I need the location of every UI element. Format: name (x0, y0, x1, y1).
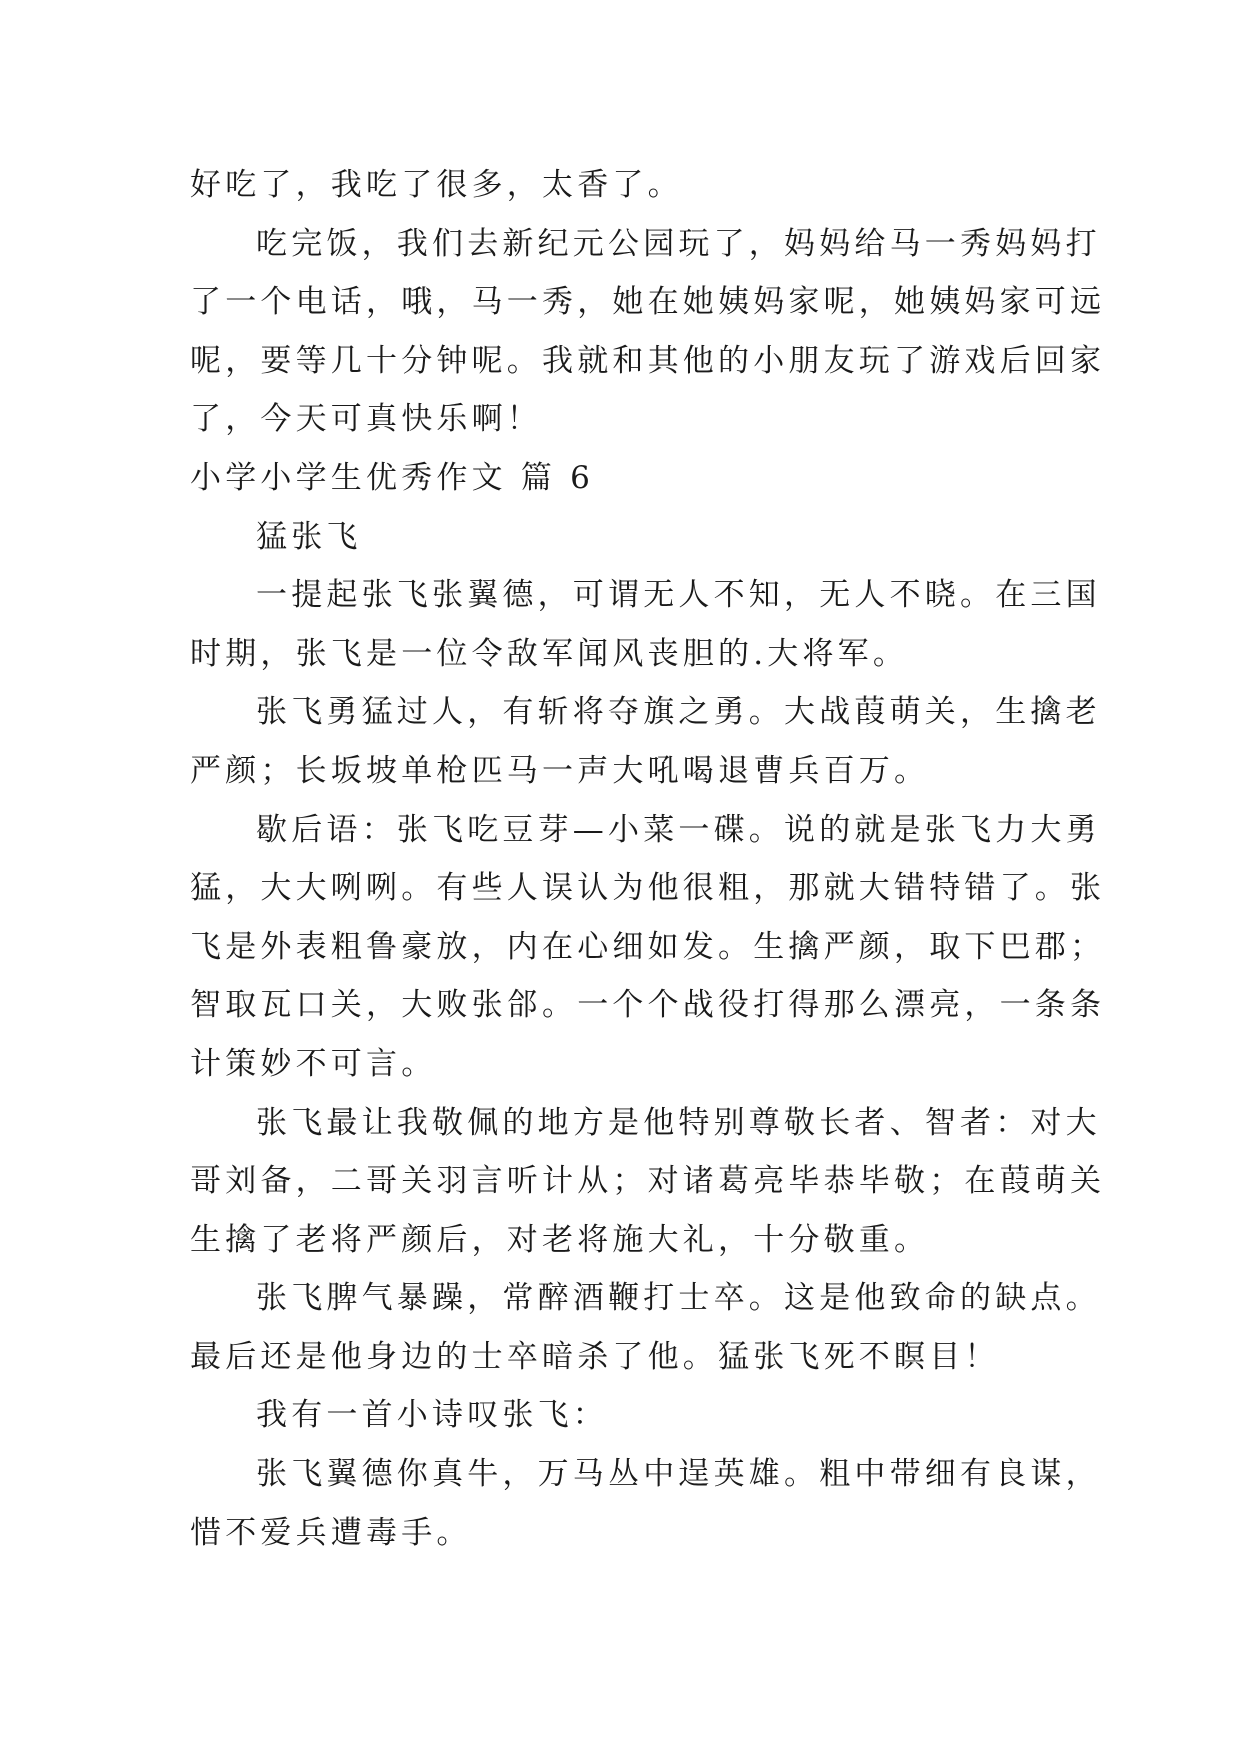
poem-line: 惜不爱兵遭毒手。 (190, 1514, 472, 1551)
essay-title: 猛张飞 (256, 518, 362, 555)
text-line: 吃完饭，我们去新纪元公园玩了，妈妈给马一秀妈妈打 (256, 225, 1101, 262)
text-line: 智取瓦口关，大败张郃。一个个战役打得那么漂亮，一条条 (190, 987, 1106, 1024)
text-line: 飞是外表粗鲁豪放，内在心细如发。生擒严颜，取下巴郡； (190, 928, 1106, 965)
document-body (190, 156, 1106, 1562)
text-line: 了一个电话，哦，马一秀，她在她姨妈家呢，她姨妈家可远 (190, 284, 1106, 321)
text-line: 歇后语：张飞吃豆芽—小菜一碟。说的就是张飞力大勇 (256, 811, 1101, 848)
text-line: 张飞勇猛过人，有斩将夺旗之勇。大战葭萌关，生擒老 (256, 694, 1101, 731)
text-line: 张飞最让我敬佩的地方是他特别尊敬长者、智者：对大 (256, 1104, 1101, 1141)
text-line: 张飞脾气暴躁，常醉酒鞭打士卒。这是他致命的缺点。 (256, 1280, 1101, 1317)
text-line: 一提起张飞张翼德，可谓无人不知，无人不晓。在三国 (256, 577, 1101, 614)
text-line: 生擒了老将严颜后，对老将施大礼，十分敬重。 (190, 1221, 930, 1258)
text-line: 好吃了，我吃了很多，太香了。 (190, 167, 683, 203)
poem-line: 张飞翼德你真牛，万马丛中逞英雄。粗中带细有良谋， (256, 1456, 1101, 1493)
text-line: 哥刘备，二哥关羽言听计从；对诸葛亮毕恭毕敬；在葭萌关 (190, 1163, 1106, 1200)
text-line: 我有一首小诗叹张飞： (256, 1397, 608, 1434)
text-line: 时期，张飞是一位令敌军闻风丧胆的.大将军。 (190, 635, 909, 672)
text-line: 呢，要等几十分钟呢。我就和其他的小朋友玩了游戏后回家 (190, 342, 1106, 379)
text-line: 最后还是他身边的士卒暗杀了他。猛张飞死不瞑目！ (190, 1338, 1000, 1375)
text-line: 严颜；长坂坡单枪匹马一声大吼喝退曹兵百万。 (190, 752, 930, 789)
text-line: 计策妙不可言。 (190, 1045, 437, 1082)
text-line: 了，今天可真快乐啊！ (190, 401, 542, 438)
section-heading: 小学小学生优秀作文 篇 6 (190, 459, 595, 496)
text-line: 猛，大大咧咧。有些人误认为他很粗，那就大错特错了。张 (190, 870, 1106, 907)
